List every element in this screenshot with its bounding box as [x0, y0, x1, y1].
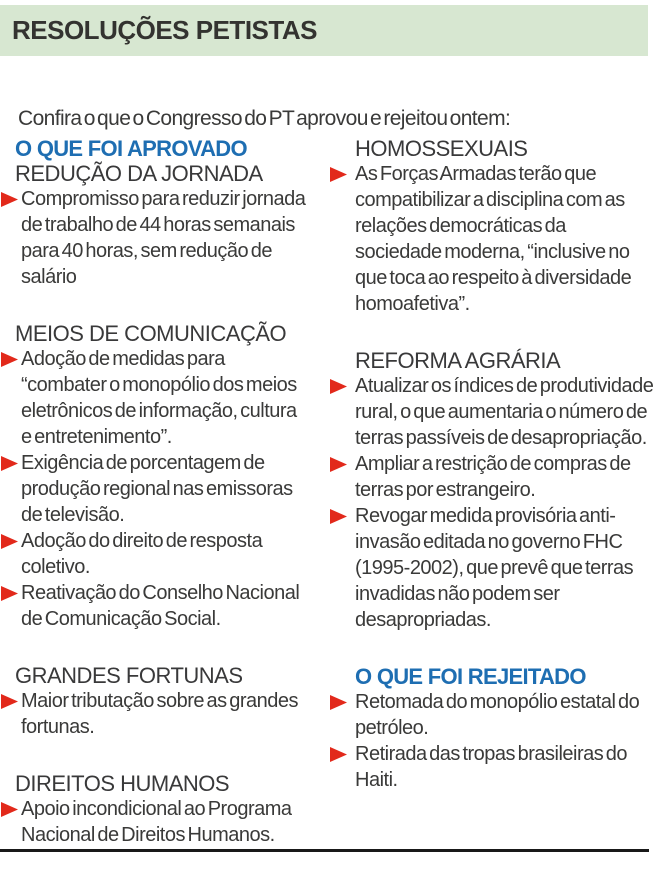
intro-text: Confira o que o Congresso do PT aprovou e rejeitou ontem: — [18, 107, 511, 130]
section-heading: MEIOS DE COMUNICAÇÃO — [15, 321, 287, 346]
section-meios-de-comunicacao — [0, 321, 330, 632]
column-approved-left — [0, 136, 330, 848]
bullet-text: Retomada do monopólio estatal do petróleo. — [355, 691, 640, 739]
content-columns — [0, 136, 660, 848]
bullet-text: Reativação do Conselho Nacional de Comunicação Social. — [21, 582, 300, 630]
bullet-text: Exigência de porcentagem de produção regional nas emissoras de televisão. — [21, 452, 293, 526]
red-arrow-right-icon — [330, 695, 347, 710]
section-heading: O QUE FOI APROVADO — [15, 136, 247, 161]
red-arrow-right-icon — [330, 509, 347, 524]
section-o-que-foi-rejeitado — [330, 664, 660, 793]
red-arrow-right-icon — [330, 747, 347, 762]
section-heading: HOMOSSEXUAIS — [355, 136, 528, 161]
section-o-que-foi-aprovado — [0, 136, 330, 161]
red-arrow-right-icon — [330, 379, 347, 394]
section-heading: REFORMA AGRÁRIA — [355, 348, 561, 373]
red-arrow-right-icon — [1, 456, 18, 471]
bullet-text: Adoção de medidas para “combater o monopólio dos meios eletrônicos de informação, cultura e entretenimento”. — [21, 348, 297, 448]
bullet-item — [0, 796, 306, 848]
section-grandes-fortunas — [0, 663, 330, 740]
bullet-text: Compromisso para reduzir jornada de trabalho de 44 horas semanais para 40 horas, sem redução de salário — [21, 188, 306, 288]
red-arrow-right-icon — [1, 352, 18, 367]
bullet-item — [0, 450, 306, 528]
bullet-item — [0, 580, 306, 632]
section-homossexuais — [330, 136, 660, 317]
red-arrow-right-icon — [1, 802, 18, 817]
bullet-text: Maior tributação sobre as grandes fortunas. — [21, 690, 298, 738]
bullet-text: Revogar medida provisória anti-invasão editada no governo FHC (1995-2002), que prevê que terras invadidas não podem ser desapropriadas. — [355, 505, 634, 631]
red-arrow-right-icon — [1, 192, 18, 207]
red-arrow-right-icon — [330, 457, 347, 472]
section-heading: O QUE FOI REJEITADO — [355, 664, 586, 689]
bullet-text: As Forças Armadas terão que compatibilizar a disciplina com as relações democráticas da sociedade moderna, “inclusive no que toca ao respeito à diversidade homoafetiva”. — [355, 163, 632, 315]
red-arrow-right-icon — [1, 694, 18, 709]
bullet-item — [330, 451, 655, 503]
bottom-divider — [0, 849, 649, 852]
bullet-item — [330, 373, 655, 451]
bullet-text: Ampliar a restrição de compras de terras por estrangeiro. — [355, 453, 631, 501]
section-heading: REDUÇÃO DA JORNADA — [15, 161, 263, 186]
bullet-item — [0, 528, 306, 580]
column-approved-right — [330, 136, 660, 848]
bullet-item — [0, 346, 306, 450]
bullet-text: Retirada das tropas brasileiras do Haiti. — [355, 743, 628, 791]
bullet-text: Apoio incondicional ao Programa Nacional de Direitos Humanos. — [21, 798, 292, 846]
section-heading: DIREITOS HUMANOS — [15, 771, 230, 796]
bullet-item — [330, 689, 655, 741]
bullet-text: Adoção do direito de resposta coletivo. — [21, 530, 263, 578]
section-heading: GRANDES FORTUNAS — [15, 663, 243, 688]
section-reducao-da-jornada — [0, 161, 330, 290]
bullet-text: Atualizar os índices de produtividade rural, o que aumentaria o número de terras passíveis de desapropriação. — [355, 375, 654, 449]
bullet-item — [330, 503, 655, 633]
bullet-item — [330, 741, 655, 793]
page-title: RESOLUÇÕES PETISTAS — [12, 15, 317, 45]
red-arrow-right-icon — [330, 167, 347, 182]
section-direitos-humanos — [0, 771, 330, 848]
red-arrow-right-icon — [1, 534, 18, 549]
bullet-item — [0, 688, 306, 740]
title-bar — [0, 5, 648, 56]
bullet-item — [0, 186, 306, 290]
section-reforma-agraria — [330, 348, 660, 633]
bullet-item — [330, 161, 655, 317]
red-arrow-right-icon — [1, 586, 18, 601]
